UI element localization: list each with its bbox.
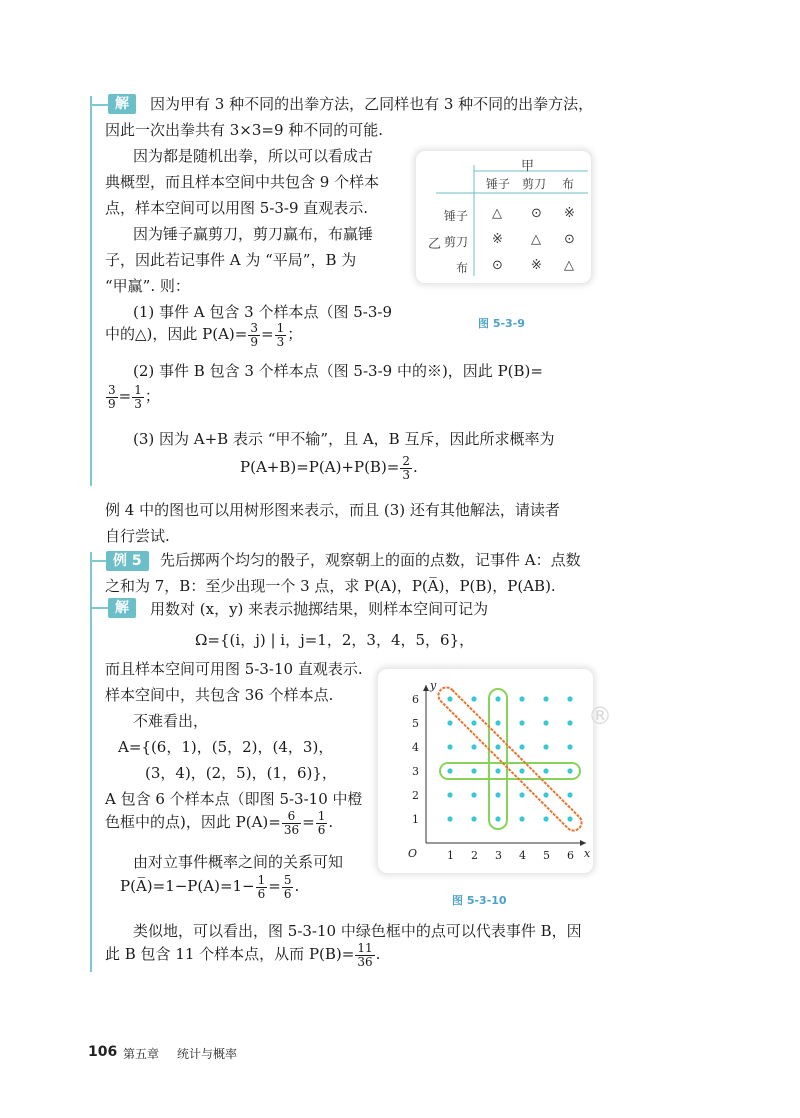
frac-num: 1 <box>276 321 285 335</box>
y-tick-label: 1 <box>412 813 419 826</box>
sample-point <box>495 720 500 725</box>
text-run: 此 B 包含 11 个样本点，从而 P(B)= <box>105 945 355 964</box>
sample-point <box>447 696 452 701</box>
sample-point <box>567 816 572 821</box>
text-run: 色框中的点)，因此 P(A)= <box>105 813 281 832</box>
cell: ⊙ <box>531 206 542 221</box>
sample-point <box>471 696 476 701</box>
frac-den: 3 <box>276 334 285 349</box>
sample-point <box>519 792 524 797</box>
y-tick-label: 6 <box>412 693 419 706</box>
fraction <box>132 384 144 410</box>
text-run: . <box>294 877 300 896</box>
sample-point <box>471 744 476 749</box>
sample-point <box>471 816 476 821</box>
fraction <box>400 455 412 481</box>
page-number: 106 <box>88 1044 118 1060</box>
text-line: 点，样本空间可以用图 5-3-9 直观表示. <box>105 199 369 217</box>
frac-den: 6 <box>257 886 266 901</box>
text-line: 不难看出， <box>133 712 209 730</box>
text-line: A={(6，1)，(5，2)，(4，3)， <box>118 738 334 756</box>
text-line: A 包含 6 个样本点（即图 5-3-10 中橙 <box>105 790 363 808</box>
text-line: 自行尝试. <box>105 527 170 545</box>
sample-point <box>471 792 476 797</box>
frac-num: 11 <box>357 941 373 955</box>
fraction <box>282 810 301 836</box>
sample-point <box>519 816 524 821</box>
sample-point <box>519 696 524 701</box>
figure-5-3-9 <box>415 150 592 284</box>
col-header: 布 <box>562 177 575 191</box>
col-header: 锤子 <box>486 177 511 191</box>
cell: ※ <box>531 258 542 273</box>
text-run: . <box>413 458 418 477</box>
sample-point <box>447 792 452 797</box>
frac-den: 9 <box>108 396 116 411</box>
sample-point <box>519 768 524 773</box>
figure-caption: 图 5-3-9 <box>478 317 525 330</box>
frac-num: 1 <box>257 873 266 887</box>
x-tick-label: 2 <box>471 849 478 862</box>
text-run: ； <box>287 325 303 344</box>
y-tick-label: 5 <box>412 717 419 730</box>
row-group-label: 乙 <box>428 237 442 252</box>
text-run: 中的△)，因此 P(A)= <box>105 325 248 344</box>
x-tick-label: 3 <box>495 849 502 862</box>
text-run: ； <box>144 387 160 406</box>
text-run: = <box>118 387 132 406</box>
text-line: “甲赢”. 则： <box>105 277 190 295</box>
text-line: 由对立事件概率之间的关系可知 <box>133 853 344 871</box>
formula-line <box>105 942 380 968</box>
text-run: . <box>328 813 334 832</box>
example-tag: 例 5 <box>106 551 149 571</box>
sample-point <box>495 816 500 821</box>
section-label: 统计与概率 <box>177 1047 238 1061</box>
sample-point <box>495 768 500 773</box>
y-tick-label: 3 <box>412 765 419 778</box>
fig-5-3-10-plot <box>378 669 593 873</box>
fraction <box>275 322 287 348</box>
frac-num: 6 <box>282 810 301 824</box>
frac-num: 5 <box>283 873 292 887</box>
x-tick-label: 4 <box>519 849 526 862</box>
origin-label: O <box>408 847 418 860</box>
sample-point <box>471 768 476 773</box>
sample-point <box>519 720 524 725</box>
figure-caption: 图 5-3-10 <box>452 894 507 907</box>
text-run: = <box>302 813 315 832</box>
fraction <box>316 810 328 836</box>
frac-den: 36 <box>357 954 373 969</box>
cell: ⊙ <box>492 258 503 273</box>
solution-tag: 解 <box>108 94 136 114</box>
sample-point <box>471 720 476 725</box>
text-run: P(A+B)=P(A)+P(B)= <box>240 458 400 477</box>
x-tick-label: 6 <box>567 849 574 862</box>
sample-point <box>447 816 452 821</box>
frac-num: 2 <box>402 454 411 468</box>
text-line: 例 4 中的图也可以用树形图来表示，而且 (3) 还有其他解法，请读者 <box>105 501 560 519</box>
frac-den: 3 <box>134 396 142 411</box>
text-line: 典概型，而且样本空间中共包含 9 个样本 <box>105 173 380 191</box>
sample-point <box>567 744 572 749</box>
sample-point <box>543 720 548 725</box>
sample-point <box>543 792 548 797</box>
text-line: (1) 事件 A 包含 3 个样本点（图 5-3-9 <box>133 303 393 321</box>
sample-point <box>567 720 572 725</box>
frac-num: 1 <box>317 809 326 823</box>
registered-mark: ® <box>588 702 612 730</box>
sample-point <box>543 696 548 701</box>
row-header: 剪刀 <box>444 235 469 249</box>
text-line: 子，因此若记事件 A 为 “平局”，B 为 <box>105 251 357 269</box>
text-line: 因为甲有 3 种不同的出拳方法，乙同样也有 3 种不同的出拳方法， <box>150 95 594 113</box>
text-line: 因为锤子赢剪刀，剪刀赢布，布赢锤 <box>133 225 374 243</box>
text-line: 先后掷两个均匀的骰子，观察朝上的面的点数，记事件 A：点数 <box>160 551 581 569</box>
sample-point <box>447 744 452 749</box>
formula-line <box>105 810 333 836</box>
text-line: 类似地，可以看出，图 5-3-10 中绿色框中的点可以代表事件 B，因 <box>133 922 582 940</box>
fraction <box>282 874 294 900</box>
cell: △ <box>492 206 502 221</box>
text-line: 样本空间中，共包含 36 个样本点. <box>105 686 334 704</box>
fraction <box>248 322 260 348</box>
x-axis-label: x <box>584 847 591 860</box>
cell: ※ <box>492 232 503 247</box>
text-line: (2) 事件 B 包含 3 个样本点（图 5-3-9 中的※)，因此 P(B)= <box>133 362 543 380</box>
sample-point <box>519 744 524 749</box>
row-header: 锤子 <box>444 209 469 223</box>
cell: ⊙ <box>564 232 575 247</box>
text-line: (3，4)，(2，5)，(1，6)}， <box>145 764 337 782</box>
text-run: = <box>261 325 274 344</box>
frac-den: 9 <box>250 334 258 349</box>
y-tick-label: 2 <box>412 789 419 802</box>
sample-point <box>495 744 500 749</box>
fraction <box>106 384 118 410</box>
formula-line <box>105 384 160 410</box>
text-line: 用数对 (x，y) 来表示抛掷结果，则样本空间可记为 <box>150 600 489 618</box>
sample-point <box>495 696 500 701</box>
solution-bracket-1-tick <box>90 104 108 106</box>
x-axis-arrow <box>580 840 586 846</box>
x-tick-label: 5 <box>543 849 550 862</box>
figure-5-3-10 <box>377 668 594 874</box>
cell: △ <box>531 232 541 247</box>
sample-point <box>543 816 548 821</box>
text-run: P(A̅)=1−P(A)=1− <box>120 877 255 896</box>
solution-tag: 解 <box>108 598 136 618</box>
frac-den: 6 <box>317 822 326 837</box>
text-run: = <box>268 877 281 896</box>
frac-num: 1 <box>134 383 142 397</box>
text-line: 之和为 7，B：至少出现一个 3 点，求 P(A)，P(A̅)，P(B)，P(AB). <box>105 577 556 595</box>
y-tick-label: 4 <box>412 741 419 754</box>
sample-point <box>447 720 452 725</box>
formula-line <box>120 874 299 900</box>
chapter-label: 第五章 <box>123 1047 160 1061</box>
sample-point <box>567 768 572 773</box>
cell: ※ <box>564 206 575 221</box>
sample-point <box>447 768 452 773</box>
frac-num: 3 <box>250 321 258 335</box>
cell: △ <box>564 258 574 273</box>
solution-bracket-2-tick <box>90 607 108 609</box>
text-run: . <box>375 945 381 964</box>
sample-point <box>543 768 548 773</box>
orange-frame-diagonal <box>435 684 585 834</box>
sample-point <box>543 744 548 749</box>
text-line: (3) 因为 A+B 表示 “甲不输”，且 A，B 互斥，因此所求概率为 <box>133 430 555 448</box>
col-header: 剪刀 <box>522 177 547 191</box>
frac-num: 3 <box>108 383 116 397</box>
col-group-label: 甲 <box>521 159 535 174</box>
y-axis-label: y <box>430 679 437 692</box>
row-header: 布 <box>456 261 469 275</box>
sample-point <box>567 696 572 701</box>
x-tick-label: 1 <box>447 849 454 862</box>
text-line: 因为都是随机出拳，所以可以看成古 <box>133 147 374 165</box>
fraction <box>256 874 268 900</box>
frac-den: 36 <box>283 822 300 837</box>
text-line: 而且样本空间可用图 5-3-10 直观表示. <box>105 660 363 678</box>
y-axis-arrow <box>423 685 429 691</box>
formula-line <box>240 455 418 481</box>
formula-line <box>105 322 302 348</box>
frac-den: 6 <box>283 886 292 901</box>
solution-bracket-2 <box>90 552 92 972</box>
text-line: 因此一次出拳共有 3×3=9 种不同的可能. <box>105 121 384 139</box>
frac-den: 3 <box>402 467 411 482</box>
sample-point <box>567 792 572 797</box>
solution-bracket-1 <box>90 96 92 486</box>
sample-point <box>495 792 500 797</box>
fraction <box>355 942 374 968</box>
formula-line: Ω={(i，j) | i，j=1，2，3，4，5，6}， <box>195 631 475 649</box>
